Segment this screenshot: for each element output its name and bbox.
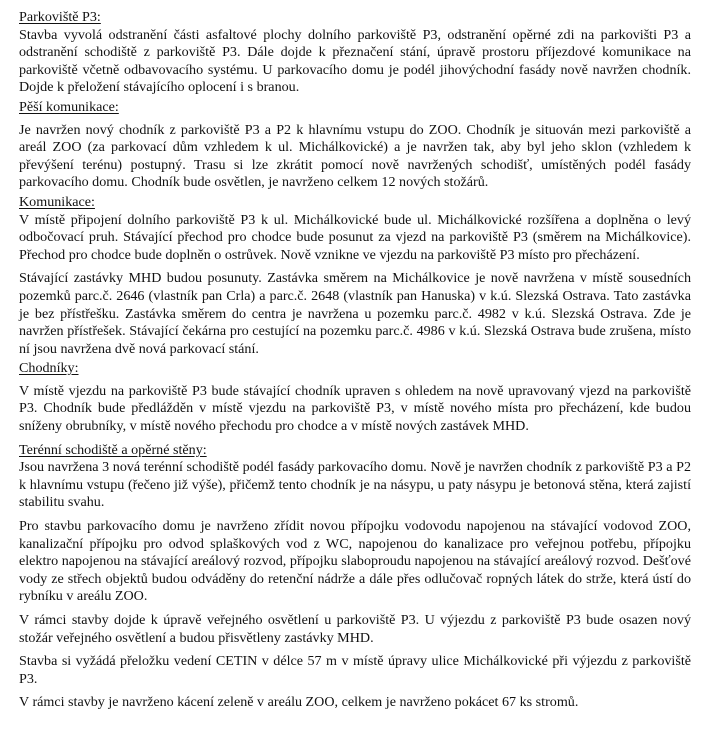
- paragraph-komunikace-2: Stávající zastávky MHD budou posunuty. Zastávka směrem na Michálkovice je nově navržena v místě sousedních pozemků parc.č. 2646 (vlastník pan Crla) a parc.č. 2648 (vlastník pan Hanuska) v k.ú. Slezská Ostrava. Tato zastávka je bez přístřešku. Zastávka směrem do centra je navržena u pozemku parc.č. 4982 v k.ú. Slezská Ostrava. Zde je navržen přístřešek. Stávající čekárna pro cestující na pozemku parc.č. 4986 v k.ú. Slezská Ostrava bude zrušena, místo ní jsou navržena dvě nová parkovací stání.: [19, 270, 691, 357]
- paragraph-terenni-1: Jsou navržena 3 nová terénní schodiště podél fasády parkovacího domu. Nově je navržen chodník z parkoviště P3 a P2 k hlavnímu vstupu (řečeno již výše), přičemž tento chodník je na násypu, u paty násypu je betonová stěna, která zajistí stabilitu svahu.: [19, 459, 691, 511]
- section-heading-parkoviste-p3: Parkoviště P3:: [19, 9, 101, 25]
- section-heading-pesi-komunikace: Pěší komunikace:: [19, 98, 119, 115]
- paragraph-komunikace-1: V místě připojení dolního parkoviště P3 k ul. Michálkovické bude ul. Michálkovické rozšířena a doplněna o levý odbočovací pruh. Stávající přechod pro chodce bude posunut za vjezd na parkoviště P3 (směrem na Michálkovice). Přechod pro chodce bude doplněn o ostrůvek. Nově vznikne ve vjezdu na parkoviště P3 místo pro přecházení.: [19, 211, 691, 263]
- paragraph-terenni-5: V rámci stavby je navrženo kácení zeleně v areálu ZOO, celkem je navrženo pokácet 67 ks stromů.: [19, 694, 579, 711]
- paragraph-pesi-komunikace: Je navržen nový chodník z parkoviště P3 a P2 k hlavnímu vstupu do ZOO. Chodník je situován mezi parkoviště a areál ZOO (za parkovací dům vzhledem k ul. Michálkovické) a je navržen tak, aby byl jeho sklon (vzhledem k převýšení terénu) postupný. Trasu si lze zkrátit pomocí nově navržených schodišť, umístěných podél fasády parkovacího domu. Chodník bude osvětlen, je navrženo celkem 12 nových stožárů.: [19, 121, 691, 191]
- paragraph-terenni-2: Pro stavbu parkovacího domu je navrženo zřídit novou přípojku vodovodu napojenou na stávající vodovod ZOO, kanalizační přípojku pro odvod splaškových vod z WC, napojenou do kanalizace pro veřejnou potřebu, přípojku elektro napojenou na stávající areálový rozvod, přípojku slaboproudu napojenou na stávající areálový rozvod. Dešťové vody ze střech objektů budou odváděny do retenční nádrže a dále přes odlučovač ropných látek do strže, která ústí do rybníku v areálu ZOO.: [19, 518, 691, 605]
- paragraph-terenni-3: V rámci stavby dojde k úpravě veřejného osvětlení u parkoviště P3. U výjezdu z parkoviště P3 bude osazen nový stožár veřejného osvětlení a budou přisvětleny zastávky MHD.: [19, 612, 691, 646]
- section-heading-chodniky: Chodníky:: [19, 360, 79, 377]
- paragraph-parkoviste-p3: Stavba vyvolá odstranění části asfaltové plochy dolního parkoviště P3, odstranění opěrné zdi na parkovišti P3 a odstranění schodiště z parkoviště P3. Dále dojde k přeznačení stání, úpravě prostoru příjezdové komunikace na parkoviště včetně odbavovacího systému. U parkovacího domu je podél jihovýchodní fasády nově navržen chodník. Dojde k přeložení stávajícího oplocení i s branou.: [19, 26, 691, 96]
- paragraph-terenni-4: Stavba si vyžádá přeložku vedení CETIN v délce 57 m v místě úpravy ulice Michálkovické při výjezdu z parkoviště P3.: [19, 653, 691, 687]
- section-heading-terenni-schodiste: Terénní schodiště a opěrné stěny:: [19, 441, 207, 458]
- section-heading-komunikace: Komunikace:: [19, 193, 95, 210]
- paragraph-chodniky: V místě vjezdu na parkoviště P3 bude stávající chodník upraven s ohledem na nově upravovaný vjezd na parkoviště P3. Chodník bude předlážděn v místě vjezdu na parkoviště P3, v místě nového místa pro přecházení, kde budou sníženy obrubníky, v místě nového přechodu pro chodce a v místě nových zastávek MHD.: [19, 382, 691, 435]
- document-page: [19, 9, 691, 712]
